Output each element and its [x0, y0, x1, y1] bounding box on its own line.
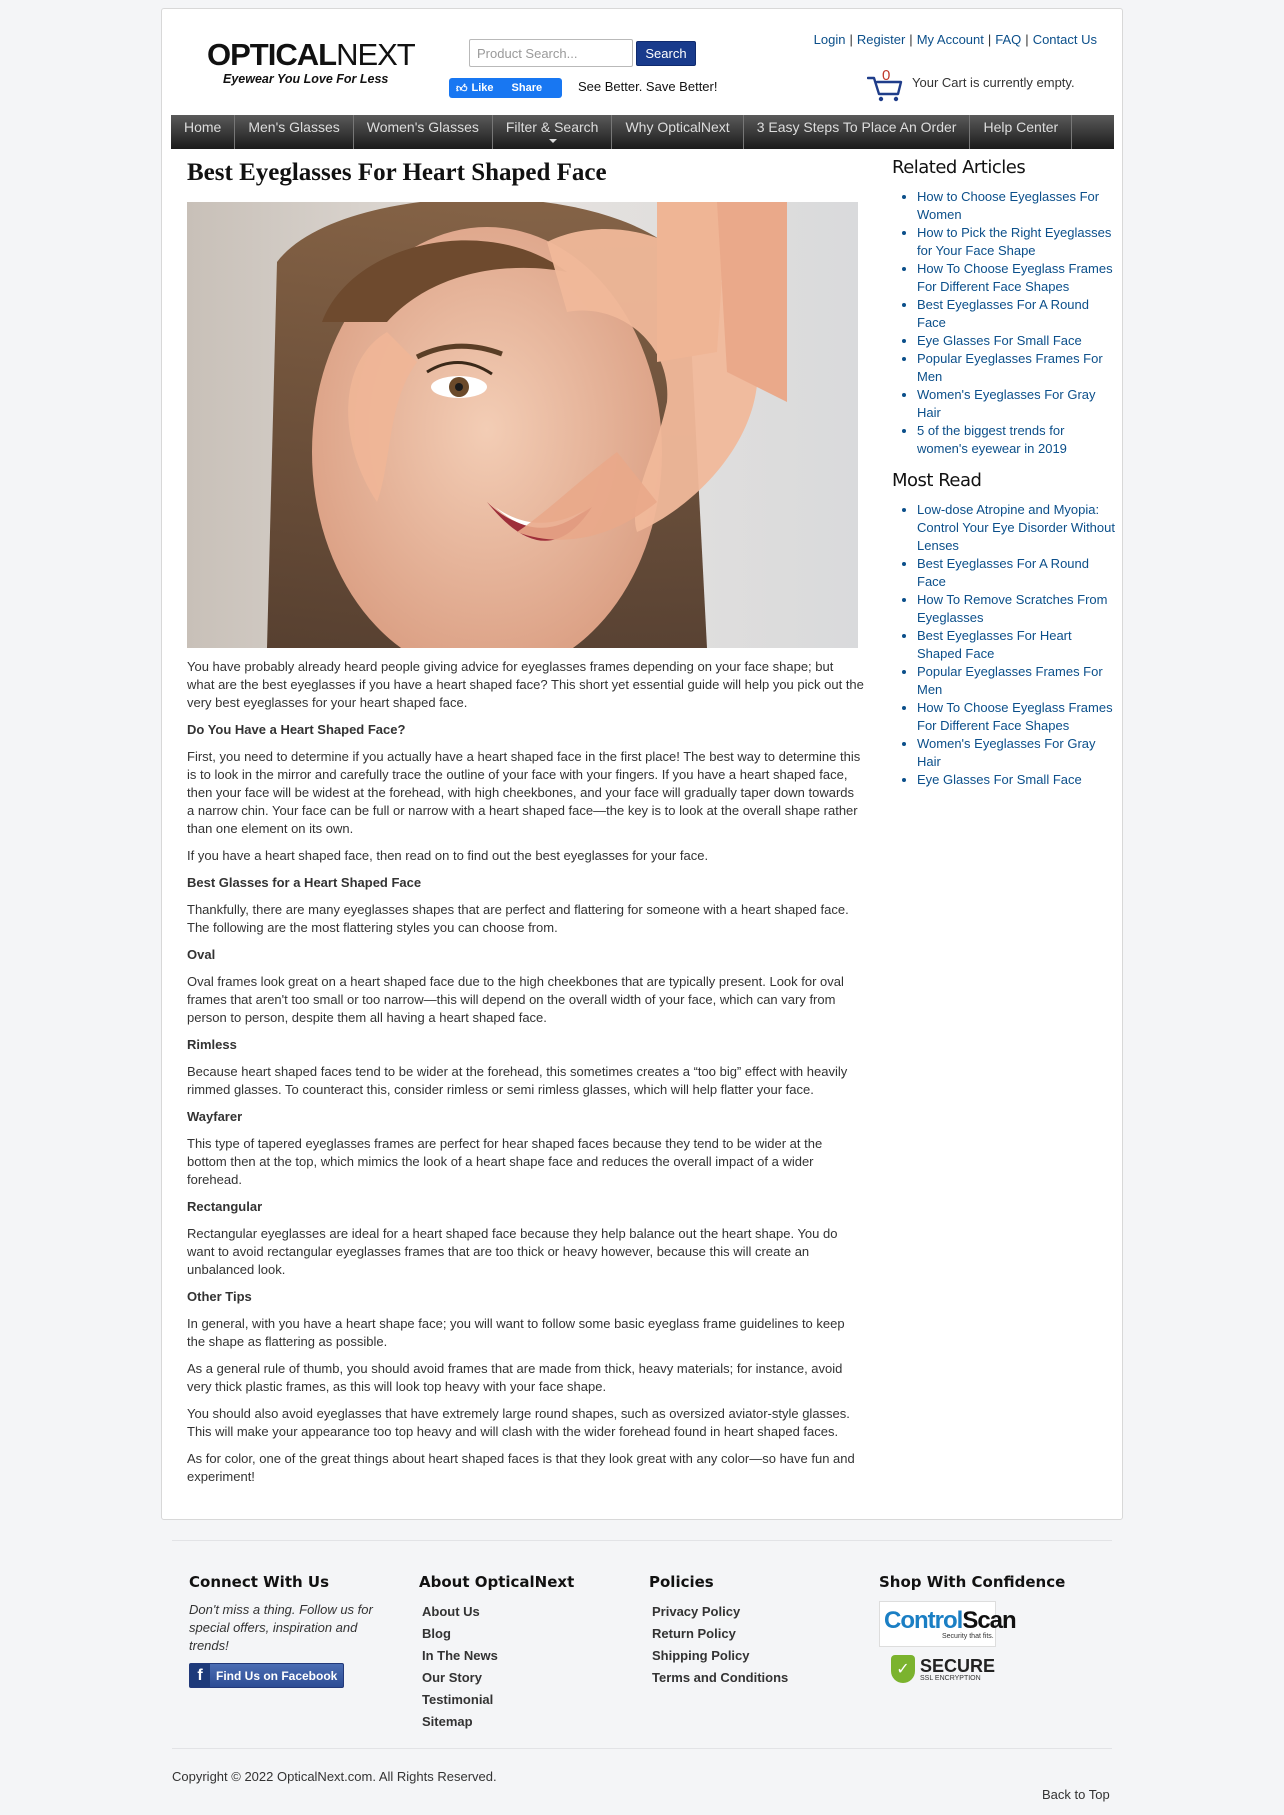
facebook-like-share[interactable]	[449, 78, 562, 98]
fb-like-label[interactable]: Like	[471, 82, 494, 94]
footer-about	[419, 1573, 629, 1733]
find-us-on-facebook-button[interactable]	[189, 1663, 344, 1688]
about-links	[419, 1601, 629, 1733]
most-read-link[interactable]: Popular Eyeglasses Frames For Men	[917, 664, 1103, 697]
footer-link-in-the-news[interactable]: In The News	[422, 1648, 498, 1663]
related-article-link[interactable]: Popular Eyeglasses Frames For Men	[917, 351, 1103, 384]
article-heading: Oval	[187, 947, 216, 962]
related-articles-list	[892, 188, 1117, 458]
most-read-link[interactable]: How To Choose Eyeglass Frames For Different Face Shapes	[917, 700, 1113, 733]
related-article-link[interactable]: Best Eyeglasses For A Round Face	[917, 297, 1089, 330]
nav-filter-search[interactable]	[493, 115, 613, 149]
list-item	[917, 771, 1117, 789]
footer-link-terms[interactable]: Terms and Conditions	[652, 1670, 789, 1685]
article-paragraph: Because heart shaped faces tend to be wider at the forehead, this sometimes creates a “too big” effect with heavily rimmed glasses. To counteract this, consider rimless or semi rimless glasses, which will help flatter your face.	[187, 1064, 848, 1097]
list-item	[917, 627, 1117, 663]
nav-filter-search-label: Filter & Search	[505, 119, 599, 135]
controlscan-logo: ControlScan	[884, 1606, 1016, 1634]
nav-why-opticalnext[interactable]: Why OpticalNext	[612, 115, 743, 149]
fb-button-label: Find Us on Facebook	[216, 1668, 338, 1683]
faq-link[interactable]: FAQ	[995, 32, 1022, 47]
caret-down-icon	[549, 139, 557, 143]
article-heading: Other Tips	[187, 1289, 252, 1304]
list-item	[917, 555, 1117, 591]
login-link[interactable]: Login	[813, 32, 846, 47]
article-paragraph: As a general rule of thumb, you should avoid frames that are made from thick, heavy materials; for instance, avoid very thick plastic frames, as this will look top heavy with your face shape.	[187, 1361, 843, 1394]
most-read-link[interactable]: Best Eyeglasses For Heart Shaped Face	[917, 628, 1072, 661]
footer-link-about-us[interactable]: About Us	[422, 1604, 480, 1619]
page-container	[161, 8, 1123, 1520]
article-paragraph: This type of tapered eyeglasses frames are perfect for hear shaped faces because they tend to be wider at the bottom then at the top, which mimics the look of a heart shape face and reduces the overall impact of a wider forehead.	[187, 1136, 823, 1187]
facebook-icon: f	[190, 1664, 210, 1687]
contact-us-link[interactable]: Contact Us	[1032, 32, 1097, 47]
footer-heading: Connect With Us	[189, 1573, 329, 1591]
ssl-subtitle: SSL ENCRYPTION	[920, 1674, 981, 1682]
nav-help-center[interactable]: Help Center	[970, 115, 1072, 149]
footer-heading: About OpticalNext	[419, 1573, 575, 1591]
footer-divider	[172, 1540, 1112, 1541]
ssl-badge	[891, 1655, 1089, 1683]
hero-image	[187, 202, 858, 648]
list-item	[917, 663, 1117, 699]
ssl-title: SECURE	[920, 1655, 996, 1676]
related-articles-title: Related Articles	[892, 157, 1026, 178]
nav-easy-steps[interactable]: 3 Easy Steps To Place An Order	[744, 115, 971, 149]
article-paragraph: If you have a heart shaped face, then read on to find out the best eyeglasses for your face.	[187, 848, 709, 863]
related-article-link[interactable]: 5 of the biggest trends for women's eyewear in 2019	[917, 423, 1067, 456]
fb-share-label[interactable]: Share	[511, 82, 543, 94]
footer-link-sitemap[interactable]: Sitemap	[422, 1714, 473, 1729]
lock-shield-icon: ✓	[891, 1655, 915, 1683]
most-read-link[interactable]: Low-dose Atropine and Myopia: Control Your Eye Disorder Without Lenses	[917, 502, 1115, 553]
list-item	[917, 332, 1117, 350]
most-read-list	[892, 501, 1117, 789]
footer-heading: Shop With Confidence	[879, 1573, 1066, 1591]
related-article-link[interactable]: How to Pick the Right Eyeglasses for Your Face Shape	[917, 225, 1112, 258]
footer-connect	[189, 1573, 399, 1688]
cart-count: 0	[882, 67, 891, 84]
related-article-link[interactable]: How to Choose Eyeglasses For Women	[917, 189, 1100, 222]
footer-policies	[649, 1573, 859, 1689]
footer-confidence	[879, 1573, 1089, 1683]
nav-mens-glasses[interactable]: Men's Glasses	[235, 115, 353, 149]
copyright: Copyright © 2022 OpticalNext.com. All Rights Reserved.	[172, 1769, 497, 1784]
article-paragraph: Rectangular eyeglasses are ideal for a heart shaped face because they help balance out the heart shape. You do want to avoid rectangular eyeglasses frames that are too thick or heavy however, because this will create an unbalanced look.	[187, 1226, 838, 1277]
article-paragraph: You should also avoid eyeglasses that have extremely large round shapes, such as oversized aviator-style glasses. This will make your appearance too top heavy and will clash with the wider forehead found in heart shaped faces.	[187, 1406, 850, 1439]
list-item	[917, 422, 1117, 458]
back-to-top-link[interactable]: Back to Top	[1042, 1787, 1110, 1802]
article-body	[187, 658, 864, 1495]
connect-text: Don't miss a thing. Follow us for special offers, inspiration and trends!	[189, 1602, 373, 1653]
search-button[interactable]: Search	[636, 41, 696, 66]
list-item	[917, 699, 1117, 735]
article-paragraph: First, you need to determine if you actually have a heart shaped face in the first place! The best way to determine this is to look in the mirror and carefully trace the outline of your face with your fingers. If you have a heart shaped face, then your face will be widest at the forehead, with high cheekbones, and your face will gradually taper down towards a narrow chin. Your face can be full or narrow with a heart shaped face—the key is to look at the overall shape rather than one element on its own.	[187, 749, 861, 836]
most-read-link[interactable]: Eye Glasses For Small Face	[917, 772, 1082, 787]
article-heading: Rimless	[187, 1037, 237, 1052]
logo-tagline: Eyewear You Love For Less	[223, 72, 389, 86]
list-item	[917, 735, 1117, 771]
related-article-link[interactable]: Eye Glasses For Small Face	[917, 333, 1082, 348]
nav-home[interactable]: Home	[171, 115, 235, 149]
thumbs-up-icon: 👍︎	[456, 82, 468, 95]
footer-link-blog[interactable]: Blog	[422, 1626, 451, 1641]
list-item	[917, 350, 1117, 386]
most-read-link[interactable]: Women's Eyeglasses For Gray Hair	[917, 736, 1096, 769]
article-heading: Best Glasses for a Heart Shaped Face	[187, 875, 422, 890]
most-read-link[interactable]: How To Remove Scratches From Eyeglasses	[917, 592, 1108, 625]
footer-link-shipping-policy[interactable]: Shipping Policy	[652, 1648, 750, 1663]
register-link[interactable]: Register	[856, 32, 906, 47]
footer-divider	[172, 1748, 1112, 1749]
list-item	[917, 188, 1117, 224]
site-logo[interactable]	[207, 37, 415, 89]
article-paragraph: You have probably already heard people giving advice for eyeglasses frames depending on your face shape; but what are the best eyeglasses if you have a heart shaped face? This short yet essential guide will help you pick out the very best eyeglasses for your heart shaped face.	[187, 659, 864, 710]
logo-wordmark: OPTICALNEXT	[207, 37, 415, 72]
list-item	[917, 296, 1117, 332]
footer-link-privacy-policy[interactable]: Privacy Policy	[652, 1604, 741, 1619]
site-tagline: See Better. Save Better!	[578, 79, 718, 94]
related-article-link[interactable]: How To Choose Eyeglass Frames For Different Face Shapes	[917, 261, 1113, 294]
article-paragraph: In general, with you have a heart shape face; you will want to follow some basic eyeglass frame guidelines to keep the shape as flattering as possible.	[187, 1316, 845, 1349]
list-item	[917, 501, 1117, 555]
article-heading: Rectangular	[187, 1199, 263, 1214]
my-account-link[interactable]: My Account	[916, 32, 984, 47]
footer-link-testimonial[interactable]: Testimonial	[422, 1692, 494, 1707]
article-paragraph: Oval frames look great on a heart shaped face due to the high cheekbones that are typically present. Look for oval frames that aren't too small or too narrow—this will depend on the overall width of your face, which can vary from person to person, despite them all having a heart shaped face.	[187, 974, 844, 1025]
most-read-link[interactable]: Best Eyeglasses For A Round Face	[917, 556, 1089, 589]
footer-heading: Policies	[649, 1573, 714, 1591]
controlscan-tagline: Security that fits.	[942, 1632, 994, 1640]
list-item	[917, 260, 1117, 296]
article-heading: Do You Have a Heart Shaped Face?	[187, 722, 406, 737]
search-input[interactable]	[469, 39, 633, 67]
article-heading: Wayfarer	[187, 1109, 243, 1124]
nav-womens-glasses[interactable]: Women's Glasses	[354, 115, 493, 149]
cart-status: Your Cart is currently empty.	[912, 75, 1075, 90]
sidebar	[892, 157, 1117, 801]
account-links: Login | Register | My Account | FAQ | Contact Us	[813, 32, 1097, 47]
list-item	[917, 224, 1117, 260]
list-item	[917, 591, 1117, 627]
article-paragraph: As for color, one of the great things about heart shaped faces is that they look great with any color—so have fun and experiment!	[187, 1451, 855, 1484]
page-title: Best Eyeglasses For Heart Shaped Face	[187, 159, 607, 186]
most-read-title: Most Read	[892, 470, 982, 491]
footer-link-return-policy[interactable]: Return Policy	[652, 1626, 736, 1641]
policies-links	[649, 1601, 859, 1689]
related-article-link[interactable]: Women's Eyeglasses For Gray Hair	[917, 387, 1096, 420]
article-paragraph: Thankfully, there are many eyeglasses shapes that are perfect and flattering for someone with a heart shaped face. The following are the most flattering styles you can choose from.	[187, 902, 849, 935]
controlscan-badge[interactable]	[879, 1601, 1016, 1647]
list-item	[917, 386, 1117, 422]
main-nav	[171, 115, 1114, 149]
footer-link-our-story[interactable]: Our Story	[422, 1670, 482, 1685]
